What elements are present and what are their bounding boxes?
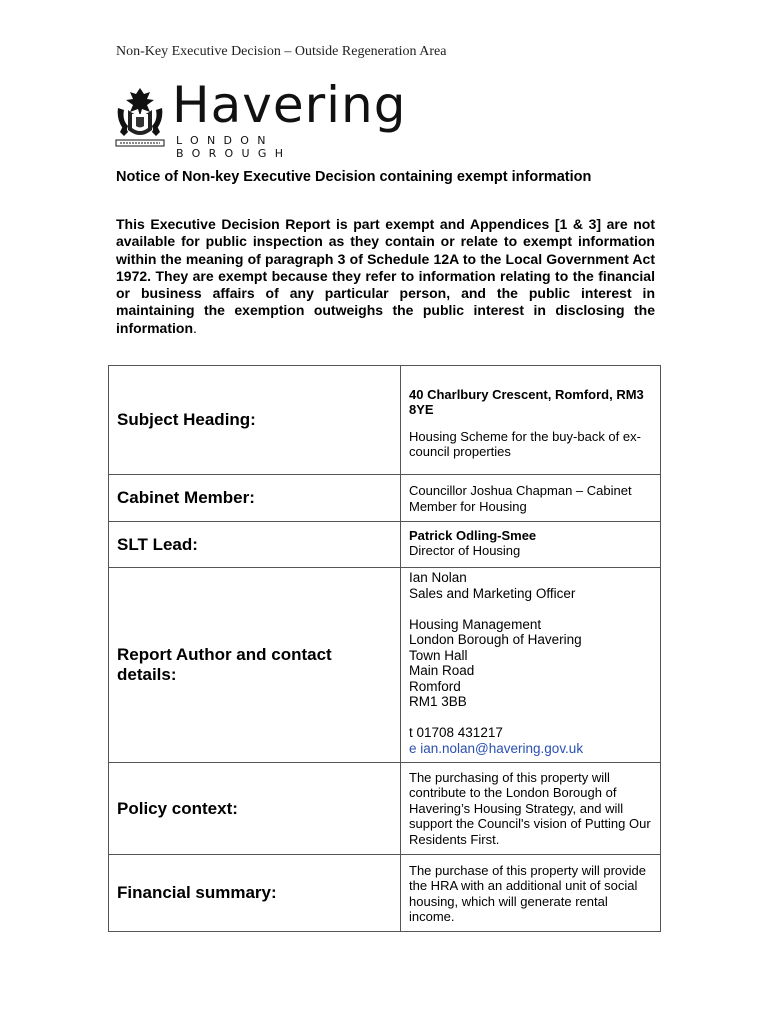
financial-summary-value: The purchase of this property will provide the HRA with an additional unit of social housing, which will generate rental income. — [401, 855, 661, 932]
cabinet-member-label: Cabinet Member: — [109, 475, 401, 522]
policy-context-value: The purchasing of this property will contribute to the London Borough of Havering’s Housing Strategy, and will support the Council's vision of Putting Our Residents First. — [401, 763, 661, 855]
report-author-row — [109, 568, 661, 763]
subject-row — [109, 366, 661, 475]
cabinet-member-row — [109, 475, 661, 522]
logo-subtitle: LONDON BOROUGH — [176, 134, 292, 160]
author-address-line: Housing Management — [409, 616, 542, 632]
slt-lead-name: Patrick Odling-Smee — [409, 527, 537, 543]
subject-value — [401, 366, 661, 475]
author-address-line: Romford — [409, 678, 461, 694]
slt-lead-value — [401, 522, 661, 568]
author-name: Ian Nolan — [409, 570, 467, 585]
exempt-statement — [116, 216, 655, 337]
decision-details-table — [108, 365, 661, 932]
logo-wordmark: Havering — [172, 76, 407, 134]
subject-title: 40 Charlbury Crescent, Romford, RM3 8YE — [409, 386, 644, 417]
policy-context-label: Policy context: — [109, 763, 401, 855]
exempt-statement-end: . — [193, 319, 197, 336]
financial-summary-row — [109, 855, 661, 932]
author-job-title: Sales and Marketing Officer — [409, 585, 576, 601]
slt-lead-label: SLT Lead: — [109, 522, 401, 568]
page-header: Non-Key Executive Decision – Outside Regeneration Area — [116, 44, 447, 59]
subject-label: Subject Heading: — [109, 366, 401, 475]
slt-lead-role: Director of Housing — [409, 543, 521, 558]
author-address-line: RM1 3BB — [409, 694, 467, 709]
notice-title: Notice of Non-key Executive Decision containing exempt information — [116, 169, 592, 185]
author-address-line: London Borough of Havering — [409, 632, 582, 647]
coat-of-arms-icon — [114, 86, 166, 148]
cabinet-member-value: Councillor Joshua Chapman – Cabinet Member for Housing — [401, 475, 661, 522]
exempt-statement-text: This Executive Decision Report is part exempt and Appendices [1 & 3] are not available for public inspection as they contain or relate to exempt information within the meaning of paragraph 3 of Schedule 12A to the Local Government Act 1972. They are exempt because they refer to information relating to the financial or business affairs of any particular person, and the public interest in maintaining the exemption outweighs the public interest in disclosing the information — [116, 216, 655, 336]
slt-lead-row — [109, 522, 661, 568]
financial-summary-label: Financial summary: — [109, 855, 401, 932]
author-phone: t 01708 431217 — [409, 725, 503, 740]
subject-description: Housing Scheme for the buy-back of ex-council properties — [409, 428, 641, 459]
report-author-value — [401, 568, 661, 763]
author-email-link[interactable]: e ian.nolan@havering.gov.uk — [409, 740, 584, 756]
author-address-line: Town Hall — [409, 647, 468, 663]
author-address-line: Main Road — [409, 663, 475, 678]
policy-context-row — [109, 763, 661, 855]
report-author-label: Report Author and contact details: — [109, 568, 401, 763]
havering-logo — [114, 76, 407, 160]
